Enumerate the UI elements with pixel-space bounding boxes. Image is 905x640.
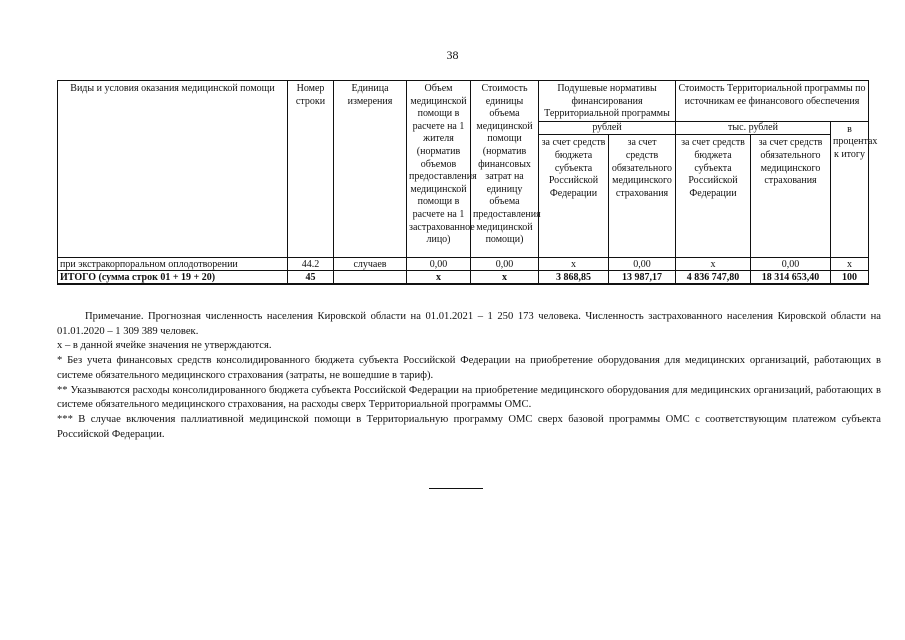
header-row-1 xyxy=(58,81,869,122)
total-unit xyxy=(334,271,407,285)
header-cost: Стоимость единицы объема медицинской помощи (норматив финансовых затрат на единицу объема предоставления медицинской помощи) xyxy=(471,81,539,258)
header-pc-budget: за счет средств бюджета субъекта Российской Федерации xyxy=(539,135,609,258)
cell-volume: 0,00 xyxy=(407,258,471,271)
note-x-mark: х – в данной ячейке значения не утверждаются. xyxy=(57,340,272,352)
cell-tc-budget: х xyxy=(676,258,751,271)
note-star-2: ** Указываются расходы консолидированного бюджета субъекта Российской Федерации на приобретение медицинского оборудования для медицинских организаций, работающих в системе обязательного медицинского страхования, на расходы сверх Территориальной программы ОМС. xyxy=(57,384,881,411)
cell-tc-oms: 0,00 xyxy=(751,258,831,271)
total-row-number: 45 xyxy=(288,271,334,285)
note-star-3: *** В случае включения паллиативной медицинской помощи в Территориальную программу ОМС сверх базовой программы ОМС с соответствующим платежом субъекта Российской Федерации. xyxy=(57,413,881,440)
cell-cost: 0,00 xyxy=(471,258,539,271)
total-row xyxy=(58,271,869,285)
page-number: 38 xyxy=(446,48,459,62)
cell-row-number: 44.2 xyxy=(288,258,334,271)
end-divider xyxy=(429,488,483,489)
financing-table xyxy=(57,80,878,285)
total-tc-oms: 18 314 653,40 xyxy=(751,271,831,285)
note-star-1: * Без учета финансовых средств консолидированного бюджета субъекта Российской Федерации на приобретение оборудования для медицинских организаций, работающих в системе обязательного медицинского страхования (затраты, не вошедшие в тариф). xyxy=(57,355,881,381)
header-pc-oms: за счет средств обязательного медицинского страхования xyxy=(609,135,676,258)
total-kind: ИТОГО (сумма строк 01 + 19 + 20) xyxy=(58,271,288,285)
cell-kind: при экстракорпоральном оплодотворении xyxy=(58,258,288,271)
header-percent-total: в процентах к итогу xyxy=(831,121,869,258)
header-territorial-cost: Стоимость Территориальной программы по источникам ее финансового обеспечения xyxy=(676,81,869,122)
header-unit: Единица измерения xyxy=(334,81,407,258)
header-volume: Объем медицинской помощи в расчете на 1 жителя (норматив объемов предоставления медицинской помощи в расчете на 1 застрахованное лицо) xyxy=(407,81,471,258)
total-pc-oms: 13 987,17 xyxy=(609,271,676,285)
cell-pc-oms: 0,00 xyxy=(609,258,676,271)
notes-block xyxy=(57,310,881,442)
total-pc-budget: 3 868,85 xyxy=(539,271,609,285)
header-per-capita: Подушевые нормативы финансирования Территориальной программы xyxy=(539,81,676,122)
cell-percent: х xyxy=(831,258,869,271)
total-volume: х xyxy=(407,271,471,285)
cell-unit: случаев xyxy=(334,258,407,271)
header-row-number: Номер строки xyxy=(288,81,334,258)
note-population: Примечание. Прогнозная численность населения Кировской области на 01.01.2021 – 1 250 173 человека. Численность застрахованного населения Кировской области на 01.01.2020 – 1 309 389 человек. xyxy=(57,311,881,337)
total-cost: х xyxy=(471,271,539,285)
header-territorial-unit: тыс. рублей xyxy=(676,121,831,135)
header-tc-oms: за счет средств обязательного медицинского страхования xyxy=(751,135,831,258)
header-per-capita-unit: рублей xyxy=(539,121,676,135)
cell-pc-budget: х xyxy=(539,258,609,271)
total-tc-budget: 4 836 747,80 xyxy=(676,271,751,285)
table-row xyxy=(58,258,869,271)
total-percent: 100 xyxy=(831,271,869,285)
header-kind: Виды и условия оказания медицинской помощи xyxy=(58,81,288,258)
header-tc-budget: за счет средств бюджета субъекта Российской Федерации xyxy=(676,135,751,258)
